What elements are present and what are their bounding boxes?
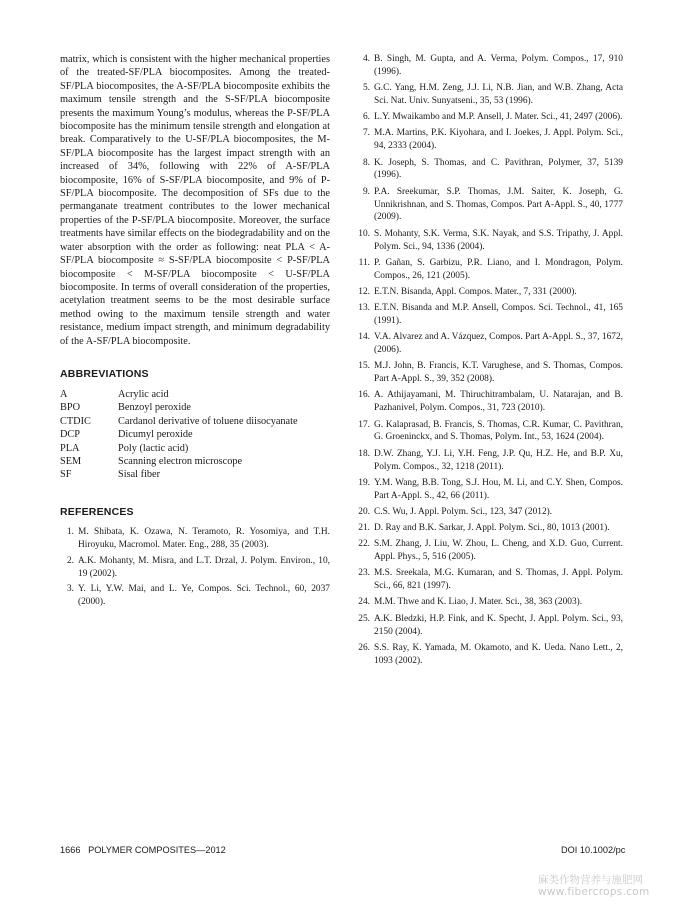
abbreviation-value: Cardanol derivative of toluene diisocyanate <box>118 415 298 427</box>
abbreviation-row <box>60 442 298 455</box>
reference-number: 21. <box>358 523 370 534</box>
reference-text: C.S. Wu, J. Appl. Polym. Sci., 123, 347 (2012). <box>374 506 553 517</box>
reference-number: 1. <box>66 526 74 537</box>
reference-text: M.A. Martins, P.K. Kiyohara, and I. Joekes, J. Appl. Polym. Sci., 94, 2333 (2004). <box>374 128 623 152</box>
reference-item <box>356 522 623 535</box>
reference-item <box>356 538 623 564</box>
abbreviation-key: PLA <box>60 442 80 454</box>
abbreviation-value: Benzoyl peroxide <box>118 402 191 414</box>
reference-number: 8. <box>362 157 370 168</box>
reference-item <box>356 53 623 79</box>
reference-text: D. Ray and B.K. Sarkar, J. Appl. Polym. Sci., 80, 1013 (2001). <box>374 523 610 534</box>
reference-item <box>356 127 623 153</box>
abbreviation-key: SEM <box>60 455 82 467</box>
references-list-left <box>60 526 330 609</box>
reference-text: A. Athijayamani, M. Thiruchitrambalam, U. Natarajan, and B. Pazhanivel, Polym. Compos., 31, 723 (2010). <box>374 390 623 414</box>
reference-text: A.K. Bledzki, H.P. Fink, and K. Specht, J. Appl. Polym. Sci., 93, 2150 (2004). <box>374 613 623 637</box>
reference-item <box>356 360 623 386</box>
reference-number: 17. <box>358 419 370 430</box>
reference-item <box>356 596 623 609</box>
reference-number: 18. <box>358 448 370 459</box>
reference-number: 24. <box>358 597 370 608</box>
abbreviation-row <box>60 428 298 441</box>
abbreviation-row <box>60 388 298 401</box>
abbreviation-value: Scanning electron microscope <box>118 455 243 467</box>
watermark-line-2: www.fibercrops.com <box>538 886 650 898</box>
reference-number: 16. <box>358 390 370 401</box>
reference-item <box>356 613 623 639</box>
abbreviation-row <box>60 468 298 481</box>
references-list-right <box>356 53 623 668</box>
reference-text: V.A. Alvarez and A. Vázquez, Compos. Part A-Appl. S., 37, 1672, (2006). <box>374 332 623 356</box>
abbreviation-value: Acrylic acid <box>118 388 169 400</box>
reference-item <box>356 302 623 328</box>
reference-text: P. Gañan, S. Garbizu, P.R. Liano, and I. Mondragon, Polym. Compos., 26, 121 (2005). <box>374 257 623 281</box>
reference-item <box>60 555 330 581</box>
reference-number: 19. <box>358 477 370 488</box>
reference-item <box>356 506 623 519</box>
reference-text: D.W. Zhang, Y.J. Li, Y.H. Feng, J.P. Qu, H.Z. He, and B.P. Xu, Polym. Compos., 32, 1218 (2011). <box>374 448 623 472</box>
reference-text: P.A. Sreekumar, S.P. Thomas, J.M. Saiter, K. Joseph, G. Unnikrishnan, and S. Thomas, Compos. Part A-Appl. S., 40, 1777 (2009). <box>374 186 623 223</box>
watermark-line-1: 麻类作物营养与施肥网 <box>538 874 643 886</box>
abbreviation-key: A <box>60 388 68 400</box>
reference-item <box>356 82 623 108</box>
abbreviations-heading: ABBREVIATIONS <box>60 367 149 380</box>
references-heading: REFERENCES <box>60 505 134 518</box>
reference-text: S.M. Zhang, J. Liu, W. Zhou, L. Cheng, and X.D. Guo, Current. Appl. Phys., 5, 516 (2005). <box>374 539 623 563</box>
reference-text: S. Mohanty, S.K. Verma, S.K. Nayak, and S.S. Tripathy, J. Appl. Polym. Sci., 94, 1336 (2004). <box>374 228 623 252</box>
abbreviations-list <box>60 388 298 482</box>
body-paragraph: matrix, which is consistent with the higher mechanical properties of the treated-SF/PLA biocomposites. Among the treated-SF/PLA biocomposites, the A-SF/PLA biocomposite exhibits the maximum tensile strength and the S-SF/PLA biocomposite presents the maximum Young’s modulus, whereas the P-SF/PLA biocomposite has the minimum tensile strength and elongation at break. Comparatively to the U-SF/PLA biocomposites, the M-SF/PLA biocomposite has the largest impact strength with an increased of 34%, following with 22% of A-SF/PLA biocomposite, 16% of S-SF/PLA biocomposite, and 9% of P-SF/PLA biocomposite. The decomposition of SFs due to the permanganate treatment contributes to the lower mechanical properties of the P-SF/PLA biocomposite. Moreover, the surface treatments have similar effects on the biodegradability and on the water absorption with the order as following: neat PLA < A-SF/PLA biocomposite ≈ S-SF/PLA biocomposite < P-SF/PLA biocomposite < M-SF/PLA biocomposite < U-SF/PLA biocomposite. In terms of overall consideration of the properties, acetylation treatment seems to be the most desirable surface method owing to the maximum tensile strength and water resistance, medium impact strength, and minimum degradability of the A-SF/PLA biocomposite. <box>60 54 330 347</box>
reference-item <box>356 567 623 593</box>
reference-item <box>60 583 330 609</box>
footer-doi: DOI 10.1002/pc <box>561 845 626 855</box>
reference-text: M.M. Thwe and K. Liao, J. Mater. Sci., 38, 363 (2003). <box>374 597 583 608</box>
reference-text: G. Kalaprasad, B. Francis, S. Thomas, C.R. Kumar, C. Pavithran, G. Groeninckx, and S. Thomas, Polym. Int., 53, 1624 (2004). <box>374 419 623 443</box>
abbreviation-row <box>60 415 298 428</box>
reference-text: M.J. John, B. Francis, K.T. Varughese, and S. Thomas, Compos. Part A-Appl. S., 39, 352 (2008). <box>374 361 623 385</box>
reference-text: S.S. Ray, K. Yamada, M. Okamoto, and K. Ueda. Nano Lett., 2, 1093 (2002). <box>374 642 623 666</box>
reference-item <box>356 157 623 183</box>
reference-text: L.Y. Mwaikambo and M.P. Ansell, J. Mater. Sci., 41, 2497 (2006). <box>374 112 623 123</box>
reference-number: 15. <box>358 361 370 372</box>
reference-number: 26. <box>358 642 370 653</box>
reference-number: 10. <box>358 228 370 239</box>
reference-item <box>356 228 623 254</box>
reference-text: Y.M. Wang, B.B. Tong, S.J. Hou, M. Li, and C.Y. Shen, Compos. Part A-Appl. S., 42, 66 (2011). <box>374 477 623 501</box>
reference-number: 14. <box>358 332 370 343</box>
reference-item <box>356 419 623 445</box>
reference-text: A.K. Mohanty, M. Misra, and L.T. Drzal, J. Polym. Environ., 10, 19 (2002). <box>78 555 330 579</box>
abbreviation-key: BPO <box>60 402 81 414</box>
abbreviation-row <box>60 455 298 468</box>
reference-number: 13. <box>358 303 370 314</box>
reference-number: 6. <box>362 112 370 123</box>
abbreviation-value: Dicumyl peroxide <box>118 429 193 441</box>
reference-item <box>356 257 623 283</box>
right-column <box>356 53 623 671</box>
reference-item <box>356 642 623 668</box>
reference-item <box>356 477 623 503</box>
footer-page-journal: 1666 POLYMER COMPOSITES—2012 <box>60 845 226 855</box>
reference-item <box>356 448 623 474</box>
abbreviation-key: SF <box>60 469 72 481</box>
reference-text: M.S. Sreekala, M.G. Kumaran, and S. Thomas, J. Appl. Polym. Sci., 66, 821 (1997). <box>374 568 623 592</box>
reference-text: B. Singh, M. Gupta, and A. Verma, Polym. Compos., 17, 910 (1996). <box>374 54 623 77</box>
reference-number: 20. <box>358 506 370 517</box>
reference-number: 25. <box>358 613 370 624</box>
reference-item <box>356 186 623 225</box>
reference-number: 22. <box>358 539 370 550</box>
reference-text: E.T.N. Bisanda, Appl. Compos. Mater., 7, 331 (2000). <box>374 286 577 297</box>
abbreviation-value: Sisal fiber <box>118 469 161 481</box>
reference-item <box>60 526 330 552</box>
abbreviation-key: DCP <box>60 429 81 441</box>
reference-number: 3. <box>66 584 74 595</box>
abbreviation-key: CTDIC <box>60 415 91 427</box>
reference-text: G.C. Yang, H.M. Zeng, J.J. Li, N.B. Jian, and W.B. Zhang, Acta Sci. Nat. Univ. Sunyatseni., 35, 53 (1996). <box>374 83 623 107</box>
reference-number: 9. <box>362 186 370 197</box>
reference-number: 23. <box>358 568 370 579</box>
reference-number: 7. <box>362 128 370 139</box>
reference-text: M. Shibata, K. Ozawa, N. Teramoto, R. Yosomiya, and T.H. Hiroyuku, Macromol. Mater. Eng., 288, 35 (2003). <box>78 526 330 550</box>
abbreviation-row <box>60 401 298 414</box>
reference-text: E.T.N. Bisanda and M.P. Ansell, Compos. Sci. Technol., 41, 165 (1991). <box>374 303 623 326</box>
reference-item <box>356 111 623 124</box>
reference-item <box>356 331 623 357</box>
reference-number: 12. <box>358 286 370 297</box>
reference-text: K. Joseph, S. Thomas, and C. Pavithran, Polymer, 37, 5139 (1996). <box>374 157 623 181</box>
reference-text: Y. Li, Y.W. Mai, and L. Ye, Compos. Sci. Technol., 60, 2037 (2000). <box>78 584 330 608</box>
left-column <box>60 53 330 612</box>
reference-item <box>356 286 623 299</box>
reference-item <box>356 389 623 415</box>
abbreviation-value: Poly (lactic acid) <box>118 442 189 454</box>
reference-number: 4. <box>362 54 370 64</box>
reference-number: 2. <box>66 555 74 566</box>
reference-number: 11. <box>358 257 370 268</box>
watermark <box>538 874 650 898</box>
reference-number: 5. <box>362 83 370 94</box>
